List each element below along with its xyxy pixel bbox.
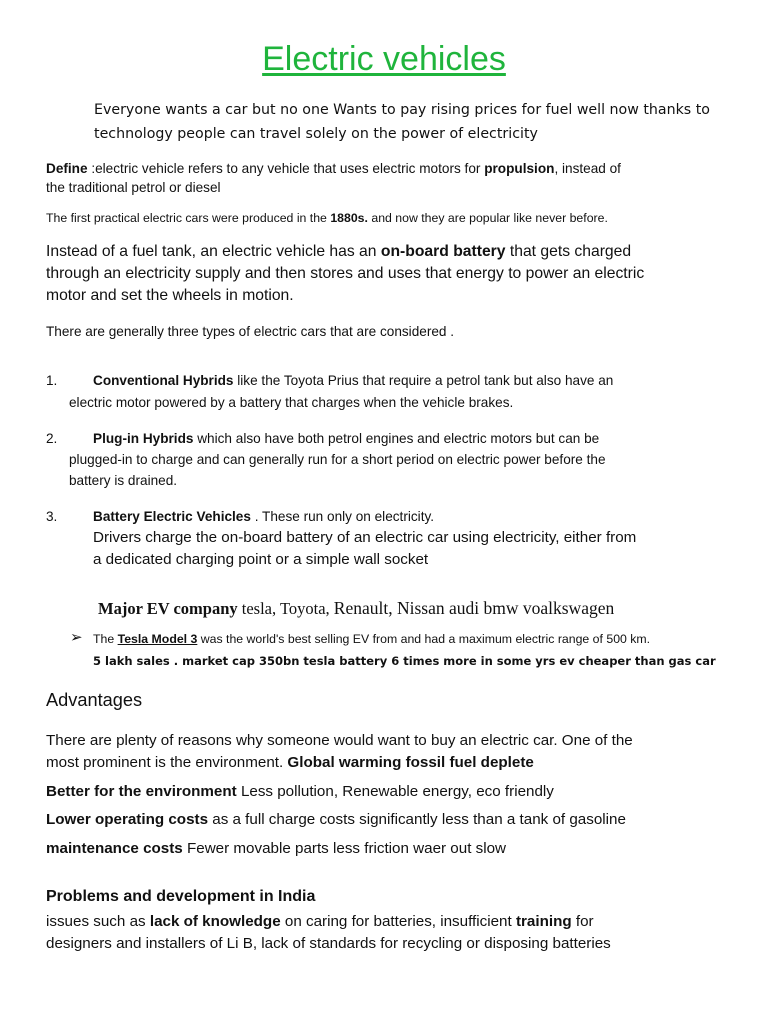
type-name: Plug-in Hybrids bbox=[93, 431, 194, 446]
define-line-2: the traditional petrol or diesel bbox=[46, 180, 221, 195]
fuel-tank-line-2: through an electricity supply and then stores and uses that energy to power an electric bbox=[46, 265, 645, 282]
problems-text: on caring for batteries, insufficient bbox=[280, 913, 516, 930]
advantages-line-2 bbox=[46, 754, 534, 771]
fuel-tank-line-1 bbox=[46, 243, 631, 261]
fuel-tank-line-3: motor and set the wheels in motion. bbox=[46, 287, 294, 304]
list-item-line: battery is drained. bbox=[69, 473, 178, 488]
advantages-text: most prominent is the environment. bbox=[46, 754, 288, 771]
advantage-item bbox=[46, 811, 626, 828]
define-label: Define bbox=[46, 161, 88, 176]
type-text: like the Toyota Prius that require a petrol tank but also have an bbox=[233, 373, 614, 388]
type-name: Battery Electric Vehicles bbox=[93, 509, 251, 524]
companies-label: Major EV company bbox=[98, 599, 238, 618]
list-item bbox=[93, 373, 613, 388]
advantage-item bbox=[46, 783, 554, 800]
history-text: The first practical electric cars were produced in the bbox=[46, 211, 331, 225]
tesla-line-2: 5 lakh sales . market cap 350bn tesla battery 6 times more in some yrs ev cheaper than gas car bbox=[93, 654, 716, 668]
list-item-line: plugged-in to charge and can generally run for a short period on electric power before the bbox=[69, 452, 606, 467]
list-item bbox=[93, 509, 434, 524]
problems-text: issues such as bbox=[46, 913, 150, 930]
define-text-end: , instead of bbox=[554, 161, 621, 176]
fuel-tank-bold: on-board battery bbox=[380, 243, 506, 260]
list-item-line: a dedicated charging point or a simple wall socket bbox=[93, 551, 429, 568]
define-paragraph bbox=[46, 161, 621, 176]
intro-line-2: technology people can travel solely on the power of electricity bbox=[94, 126, 538, 142]
problems-text: for bbox=[571, 913, 594, 930]
define-text: :electric vehicle refers to any vehicle that uses electric motors for bbox=[87, 161, 485, 176]
type-name: Conventional Hybrids bbox=[93, 373, 234, 388]
list-number: 1. bbox=[46, 373, 58, 388]
advantage-item bbox=[46, 840, 506, 857]
advantage-label: Better for the environment bbox=[46, 783, 237, 800]
list-item-line: electric motor powered by a battery that charges when the vehicle brakes. bbox=[69, 395, 514, 410]
problems-line-2: designers and installers of Li B, lack of standards for recycling or disposing batteries bbox=[46, 935, 611, 952]
type-text: . These run only on electricity. bbox=[250, 509, 435, 524]
fuel-tank-text: Instead of a fuel tank, an electric vehicle has an bbox=[46, 243, 381, 260]
problems-bold: lack of knowledge bbox=[149, 913, 281, 930]
problems-line-1 bbox=[46, 913, 594, 930]
advantages-line-1: There are plenty of reasons why someone would want to buy an electric car. One of the bbox=[46, 732, 633, 749]
types-intro: There are generally three types of electric cars that are considered . bbox=[46, 324, 455, 339]
list-number: 3. bbox=[46, 509, 58, 524]
list-number: 2. bbox=[46, 431, 58, 446]
list-item bbox=[93, 431, 599, 446]
companies-text: tesla, Toyota, bbox=[237, 599, 334, 618]
tesla-model: Tesla Model 3 bbox=[117, 632, 198, 646]
tesla-text-end: was the world's best selling EV from and had a maximum electric range of 500 km. bbox=[197, 632, 651, 646]
problems-heading: Problems and development in India bbox=[46, 888, 316, 905]
history-text-end: and now they are popular like never before. bbox=[367, 211, 608, 225]
define-bold: propulsion bbox=[484, 161, 555, 176]
problems-bold: training bbox=[515, 913, 572, 930]
page-title: Electric vehicles bbox=[262, 40, 506, 78]
intro-line-1: Everyone wants a car but no one Wants to pay rising prices for fuel well now thanks to bbox=[94, 102, 710, 118]
advantage-text: Less pollution, Renewable energy, eco friendly bbox=[236, 783, 554, 800]
advantage-text: as a full charge costs significantly less than a tank of gasoline bbox=[208, 811, 626, 828]
fuel-tank-text-end: that gets charged bbox=[505, 243, 632, 260]
companies-text-end: Renault, Nissan audi bmw voalkswagen bbox=[333, 598, 615, 618]
tesla-line-1 bbox=[93, 632, 650, 646]
advantage-label: Lower operating costs bbox=[46, 811, 209, 828]
advantages-heading: Advantages bbox=[46, 690, 143, 710]
arrow-bullet-icon: ➢ bbox=[70, 629, 83, 646]
type-text: which also have both petrol engines and electric motors but can be bbox=[193, 431, 600, 446]
tesla-text: The bbox=[93, 632, 118, 646]
companies-line bbox=[98, 598, 614, 619]
advantages-bold: Global warming fossil fuel deplete bbox=[287, 754, 534, 771]
list-item-line: Drivers charge the on-board battery of an electric car using electricity, either from bbox=[93, 529, 637, 546]
history-paragraph bbox=[46, 211, 608, 225]
advantage-text: Fewer movable parts less friction waer out slow bbox=[182, 840, 507, 857]
history-bold: 1880s. bbox=[330, 211, 368, 225]
advantage-label: maintenance costs bbox=[46, 840, 183, 857]
